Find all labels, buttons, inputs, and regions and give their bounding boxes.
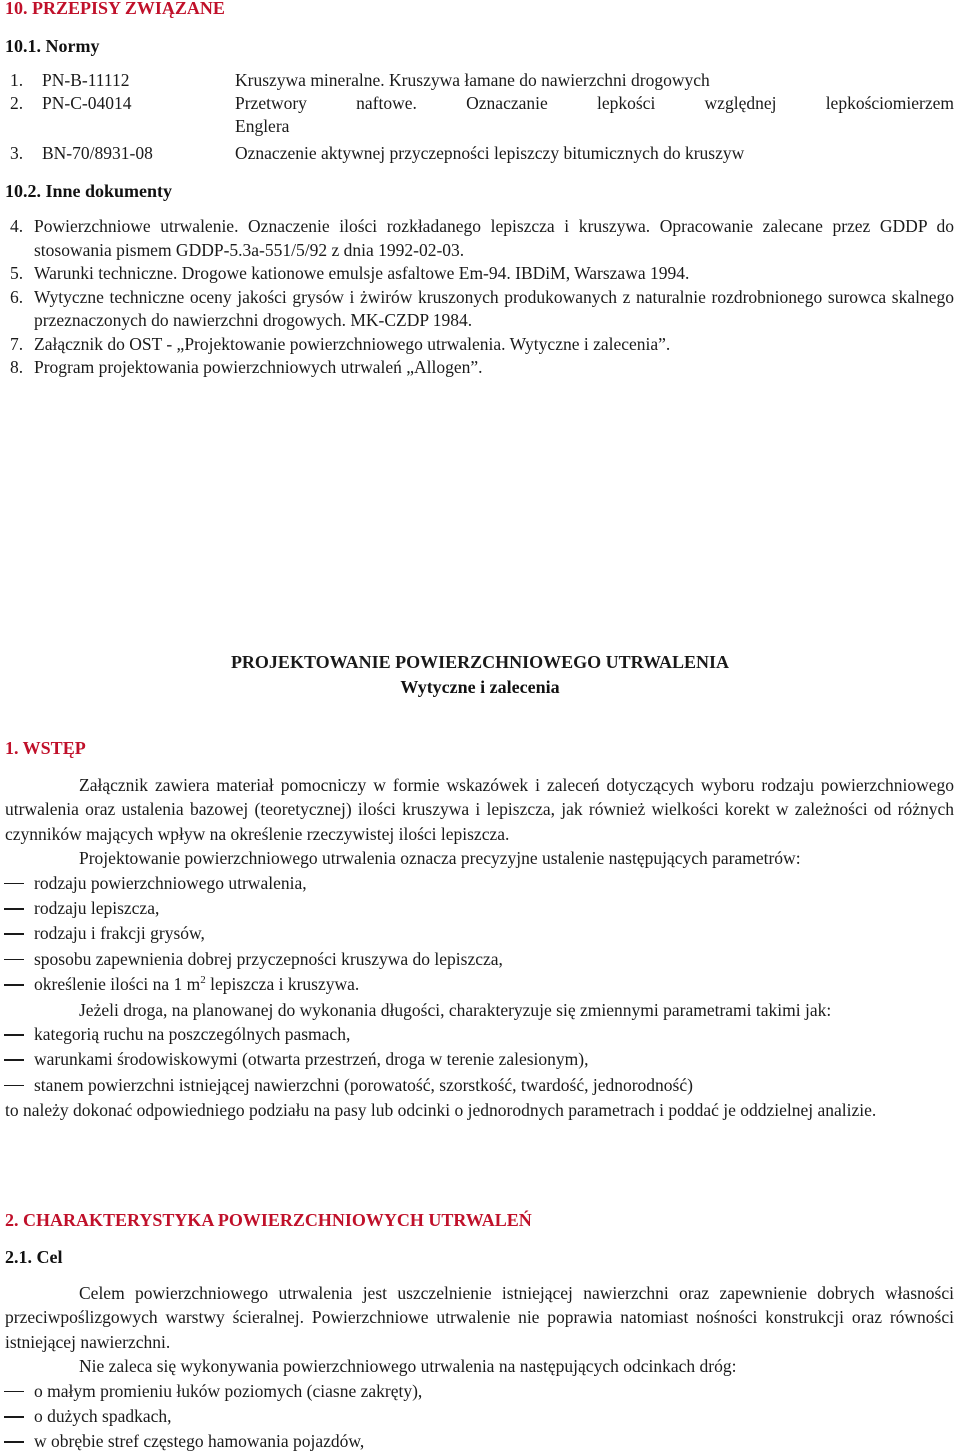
other-documents-list — [0, 215, 960, 380]
intro-body — [0, 773, 960, 1123]
norm-item — [0, 142, 960, 165]
list-item-text: o małym promieniu łuków poziomych (ciasne zakręty), — [34, 1380, 423, 1401]
norm-item — [0, 69, 960, 92]
list-item-text: w obrębie stref częstego hamowania pojazdów, — [34, 1431, 365, 1452]
dash-bullet — [4, 908, 24, 910]
goal-body — [0, 1281, 960, 1455]
norm-description: Kruszywa mineralne. Kruszywa łamane do nawierzchni drogowych — [235, 70, 710, 90]
section-heading: 1. WSTĘP — [5, 738, 86, 758]
document-item — [0, 286, 960, 333]
variables-list — [0, 1022, 960, 1098]
list-item-text-pre: określenie ilości na 1 m — [34, 974, 201, 995]
document-item — [0, 262, 960, 286]
document-text: Program projektowania powierzchniowych utrwaleń „Allogen”. — [34, 357, 483, 377]
paragraph: Jeżeli droga, na planowanej do wykonania długości, charakteryzuje się zmiennymi parametrami takimi jak: — [79, 999, 832, 1020]
list-item — [0, 921, 960, 946]
parameters-list — [0, 871, 960, 998]
norm-code: PN-B-11112 — [42, 70, 130, 90]
list-item — [0, 947, 960, 972]
subsection-heading: 10.1. Normy — [5, 36, 100, 56]
list-item — [0, 1047, 960, 1072]
norm-item — [0, 92, 960, 115]
list-item-text: rodzaju lepiszcza, — [34, 898, 160, 919]
paragraph: Celem powierzchniowego utrwalenia jest uszczelnienie istniejącej nawierzchni oraz zapewnienie dobrych własności przeciwpoślizgowych warstwy ścieralnej. Powierzchniowe utrwalenie nie poprawia natomiast nośności konstrukcji oraz równości istniejącej nawierzchni. — [5, 1283, 954, 1352]
list-item — [0, 1404, 960, 1429]
paragraph: Projektowanie powierzchniowego utrwalenia oznacza precyzyjne ustalenie następujących parametrów: — [79, 848, 801, 869]
list-item-text-post: lepiszcza i kruszywa. — [205, 974, 360, 995]
document-number: 4. — [10, 216, 24, 236]
superscript: 2 — [200, 974, 206, 987]
document-text: Warunki techniczne. Drogowe kationowe emulsje asfaltowe Em-94. IBDiM, Warszawa 1994. — [34, 263, 690, 283]
norms-list — [0, 69, 960, 165]
subsection-heading: 10.2. Inne dokumenty — [5, 181, 173, 201]
dash-bullet — [4, 883, 24, 885]
list-item — [0, 871, 960, 896]
dash-bullet — [4, 1085, 24, 1087]
list-item — [0, 896, 960, 921]
document-number: 8. — [10, 357, 24, 377]
list-item-text: o dużych spadkach, — [34, 1406, 172, 1427]
document-number: 6. — [10, 286, 24, 307]
document-text: Załącznik do OST - „Projektowanie powierzchniowego utrwalenia. Wytyczne i zalecenia”. — [34, 333, 671, 354]
section-heading: 2. CHARAKTERYSTYKA POWIERZCHNIOWYCH UTRWALEŃ — [5, 1210, 532, 1230]
dash-bullet — [4, 933, 24, 935]
norm-number: 3. — [10, 143, 24, 163]
document-item — [0, 356, 960, 380]
paragraph: Załącznik zawiera materiał pomocniczy w formie wskazówek i zaleceń dotyczących wyboru rodzaju powierzchniowego utrwalenia oraz ustalenia bazowej (teoretycznej) ilości kruszywa i lepiszcza, jak również wielkości korekt w zależności od różnych czynników mających wpływ na określenie rzeczywistej ilości lepiszcza. — [5, 775, 954, 844]
annex-subtitle: Wytyczne i zalecenia — [400, 677, 560, 697]
not-recommended-list — [0, 1379, 960, 1455]
dash-bullet — [4, 1059, 24, 1061]
norm-description: Przetwory naftowe. Oznaczanie lepkości względnej lepkościomierzem — [235, 93, 954, 113]
document-item — [0, 215, 960, 262]
dash-bullet — [4, 1391, 24, 1393]
list-item-text: sposobu zapewnienia dobrej przyczepności kruszywa do lepiszcza, — [34, 948, 503, 969]
dash-bullet — [4, 959, 24, 961]
norm-code: BN-70/8931-08 — [42, 143, 153, 163]
dash-bullet — [4, 1034, 24, 1036]
norm-number: 1. — [10, 70, 24, 90]
list-item-text: rodzaju i frakcji grysów, — [34, 923, 205, 944]
norm-description-continuation — [0, 115, 960, 138]
dash-bullet — [4, 984, 24, 986]
list-item — [0, 1073, 960, 1098]
norm-code: PN-C-04014 — [42, 93, 132, 113]
list-item-text: kategorią ruchu na poszczególnych pasmach, — [34, 1024, 351, 1045]
paragraph: Nie zaleca się wykonywania powierzchniowego utrwalenia na następujących odcinkach dróg: — [79, 1356, 737, 1377]
dash-bullet — [4, 1441, 24, 1443]
document-number: 7. — [10, 333, 24, 354]
document-number: 5. — [10, 263, 24, 283]
subsection-heading: 2.1. Cel — [5, 1247, 63, 1267]
list-item — [0, 1022, 960, 1047]
list-item-text: rodzaju powierzchniowego utrwalenia, — [34, 872, 307, 893]
document-item — [0, 333, 960, 357]
paragraph: to należy dokonać odpowiedniego podziału na pasy lub odcinki o jednorodnych parametrach i poddać je oddzielnej analizie. — [5, 1100, 877, 1121]
list-item — [0, 1429, 960, 1454]
document-text: Wytyczne techniczne oceny jakości grysów i żwirów kruszonych produkowanych z naturalnie rozdrobnionego surowca skalnego przeznaczonych do nawierzchni drogowych. MK-CZDP 1984. — [34, 286, 954, 330]
list-item-text: stanem powierzchni istniejącej nawierzchni (porowatość, szorstkość, twardość, jednorodność) — [34, 1074, 693, 1095]
list-item — [0, 1379, 960, 1404]
list-item — [0, 972, 960, 997]
norm-number: 2. — [10, 93, 24, 113]
dash-bullet — [4, 1416, 24, 1418]
norm-description: Oznaczenie aktywnej przyczepności lepiszczy bitumicznych do kruszyw — [235, 143, 745, 163]
annex-title: PROJEKTOWANIE POWIERZCHNIOWEGO UTRWALENIA — [230, 652, 730, 672]
list-item-text: warunkami środowiskowymi (otwarta przestrzeń, droga w terenie zalesionym), — [34, 1049, 589, 1070]
section-heading: 10. PRZEPISY ZWIĄZANE — [5, 0, 225, 18]
document-text: Powierzchniowe utrwalenie. Oznaczenie ilości rozkładanego lepiszcza i kruszywa. Opracowanie zalecane przez GDDP do stosowania pismem GDDP-5.3a-551/5/92 z dnia 1992-02-03. — [34, 216, 954, 260]
norm-description-cont: Englera — [235, 116, 290, 136]
